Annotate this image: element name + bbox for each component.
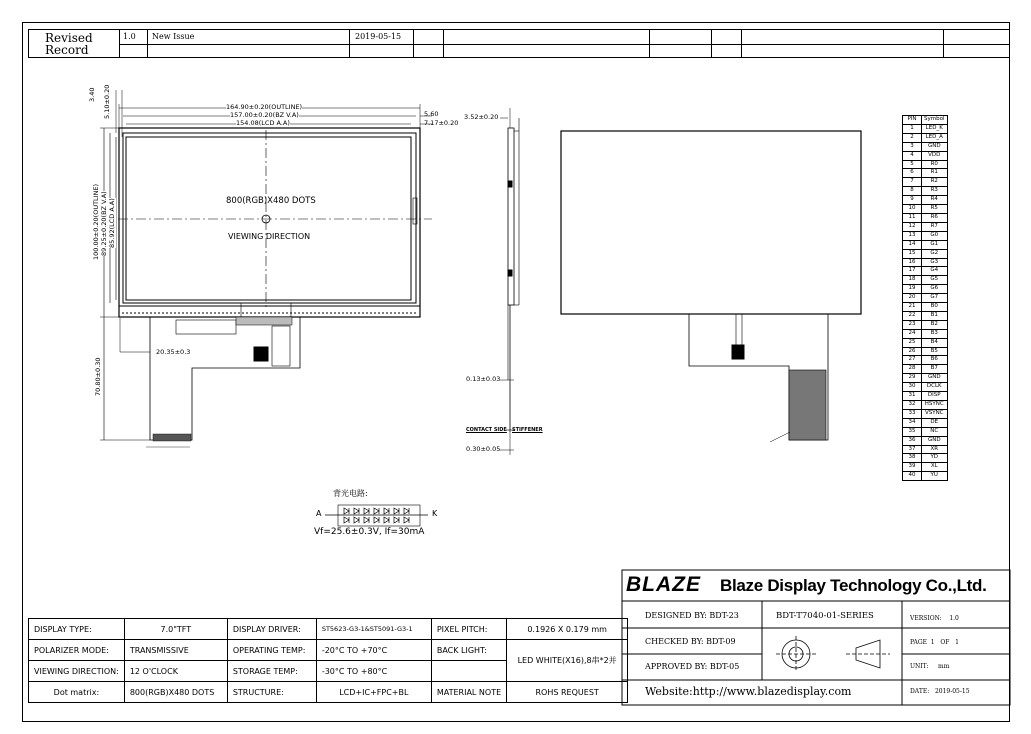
pin-number: 25 [903, 338, 922, 347]
pin-symbol: LED_A [922, 133, 948, 142]
display-driver-value: ST5623-G3-1&ST5091-G3-1 [316, 619, 431, 640]
pin-number: 7 [903, 178, 922, 187]
pin-symbol: G2 [922, 249, 948, 258]
pin-row [903, 401, 948, 410]
pin-symbol: G7 [922, 294, 948, 303]
dim-fpc-thickness: 0.13±0.03 [466, 375, 501, 383]
backlight-title: 背光电路: [333, 489, 368, 498]
pin-row [903, 445, 948, 454]
display-type-label: DISPLAY TYPE: [29, 619, 125, 640]
dim-outline-height: 100.00±0.20(OUTLINE) [92, 183, 100, 260]
backlight-circuit [325, 505, 428, 526]
revision-description: New Issue [152, 32, 195, 41]
pin-row [903, 320, 948, 329]
pin-row [903, 338, 948, 347]
pin-symbol: B0 [922, 303, 948, 312]
pin-row [903, 205, 948, 214]
part-number: BDT-T7040-01-SERIES [776, 611, 874, 621]
pin-header: PIN [903, 116, 922, 125]
pin-row [903, 178, 948, 187]
dim-bz-va-height: 89.25±0.20(BZ V.A) [100, 191, 108, 256]
material-note-label: MATERIAL NOTE [431, 682, 506, 703]
pin-symbol: DISP [922, 392, 948, 401]
storage-temp-value: -30°C TO +80°C [316, 661, 431, 682]
pin-symbol: R3 [922, 187, 948, 196]
contact-side-label: CONTACT SIDE [466, 427, 507, 433]
pin-number: 6 [903, 169, 922, 178]
pin-number: 17 [903, 267, 922, 276]
pin-number: 31 [903, 392, 922, 401]
website: Website:http://www.blazedisplay.com [645, 685, 852, 698]
dim-left-2: 5.10±0.20 [103, 84, 111, 119]
dim-outline-width: 164.90±0.20(OUTLINE) [226, 103, 303, 111]
pin-symbol: NC [922, 427, 948, 436]
pin-symbol: G5 [922, 276, 948, 285]
pin-row [903, 392, 948, 401]
dim-right-2: 7.17±0.20 [424, 119, 459, 127]
dot-matrix-value: 800(RGB)X480 DOTS [124, 682, 227, 703]
revision-label-line2: Record [45, 43, 89, 57]
pin-number: 8 [903, 187, 922, 196]
pin-row [903, 124, 948, 133]
pin-row [903, 427, 948, 436]
pin-symbol: R6 [922, 213, 948, 222]
version-field: VERSION: 1.0 [910, 615, 959, 622]
pin-row [903, 409, 948, 418]
pin-number: 36 [903, 436, 922, 445]
outline-rect [119, 128, 420, 317]
pin-symbol: DE [922, 418, 948, 427]
revision-label-line1: Revised [45, 31, 93, 45]
pin-row [903, 133, 948, 142]
pin-row [903, 285, 948, 294]
pin-number: 22 [903, 311, 922, 320]
dim-thickness: 3.52±0.20 [464, 113, 499, 121]
viewing-direction-spec-label: VIEWING DIRECTION: [29, 661, 125, 682]
back-light-value: LED WHITE(X16),8串*2并 [507, 640, 628, 682]
pin-number: 16 [903, 258, 922, 267]
pin-number: 30 [903, 383, 922, 392]
pin-symbol: B6 [922, 356, 948, 365]
pin-table-header [903, 116, 948, 125]
pin-number: 1 [903, 124, 922, 133]
rear-view [561, 131, 861, 442]
pin-number: 29 [903, 374, 922, 383]
pin-symbol: VSYNC [922, 409, 948, 418]
pin-row [903, 151, 948, 160]
pin-symbol: B7 [922, 365, 948, 374]
pin-row [903, 356, 948, 365]
pin-number: 24 [903, 329, 922, 338]
pin-symbol: R7 [922, 222, 948, 231]
dim-lcd-aa-width: 154.08(LCD A.A) [236, 119, 290, 127]
pin-symbol: DCLK [922, 383, 948, 392]
pin-number: 20 [903, 294, 922, 303]
pin-number: 2 [903, 133, 922, 142]
ic-chip [254, 347, 268, 361]
material-note-value: ROHS REQUEST [507, 682, 628, 703]
pin-number: 28 [903, 365, 922, 374]
storage-temp-label: STORAGE TEMP: [227, 661, 316, 682]
pin-row [903, 383, 948, 392]
pin-row [903, 463, 948, 472]
pin-number: 15 [903, 249, 922, 258]
front-view [100, 90, 432, 447]
pin-symbol: GND [922, 374, 948, 383]
pin-number: 23 [903, 320, 922, 329]
pin-row [903, 311, 948, 320]
pin-symbol: R4 [922, 196, 948, 205]
display-driver-label: DISPLAY DRIVER: [227, 619, 316, 640]
pin-number: 32 [903, 401, 922, 410]
pin-number: 33 [903, 409, 922, 418]
pin-table [902, 115, 948, 481]
pin-symbol: B5 [922, 347, 948, 356]
date-field: DATE: 2019-05-15 [910, 688, 970, 695]
dim-bz-va-width: 157.00±0.20(BZ V.A) [230, 111, 299, 119]
dot-matrix-label: Dot matrix: [29, 682, 125, 703]
pin-row [903, 347, 948, 356]
pin-row [903, 187, 948, 196]
pin-number: 14 [903, 240, 922, 249]
page-field: PAGE 1 OF 1 [910, 639, 959, 646]
pin-symbol: XL [922, 463, 948, 472]
pin-row [903, 142, 948, 151]
pin-symbol: G4 [922, 267, 948, 276]
backlight-spec: Vf=25.6±0.3V, If=30mA [314, 527, 425, 537]
structure-label: STRUCTURE: [227, 682, 316, 703]
pin-symbol: B4 [922, 338, 948, 347]
lcd-aa-rect [126, 137, 411, 300]
polarizer-label: POLARIZER MODE: [29, 640, 125, 661]
pin-symbol: B2 [922, 320, 948, 329]
pin-symbol: R5 [922, 205, 948, 214]
pin-symbol: HSYNC [922, 401, 948, 410]
pin-symbol: G3 [922, 258, 948, 267]
pin-row [903, 249, 948, 258]
dim-lcd-aa-height: 85.92(LCD A.A) [108, 198, 116, 248]
stiffener-hatch [789, 370, 826, 440]
dim-left-1: 3.40 [88, 87, 96, 102]
side-view [500, 108, 519, 455]
pin-number: 37 [903, 445, 922, 454]
pin-symbol: R0 [922, 160, 948, 169]
pin-number: 21 [903, 303, 922, 312]
polarizer-value: TRANSMISSIVE [124, 640, 227, 661]
pin-number: 11 [903, 213, 922, 222]
pin-number: 26 [903, 347, 922, 356]
pin-number: 39 [903, 463, 922, 472]
projection-symbol [776, 636, 890, 672]
pin-row [903, 169, 948, 178]
pin-number: 12 [903, 222, 922, 231]
pin-number: 5 [903, 160, 922, 169]
resolution-label: 800(RGB)X480 DOTS [226, 196, 316, 206]
pixel-pitch-value: 0.1926 X 0.179 mm [507, 619, 628, 640]
dim-stiffener-thickness: 0.30±0.05 [466, 445, 501, 453]
pin-number: 19 [903, 285, 922, 294]
revision-version: 1.0 [123, 32, 136, 41]
pin-row [903, 436, 948, 445]
pin-number: 27 [903, 356, 922, 365]
revision-date: 2019-05-15 [355, 32, 402, 41]
blaze-logo: BLAZE [626, 573, 701, 596]
approved-by: APPROVED BY: BDT-05 [645, 662, 740, 671]
company-name: Blaze Display Technology Co.,Ltd. [720, 576, 987, 595]
pin-row [903, 258, 948, 267]
pin-row [903, 418, 948, 427]
pin-row [903, 365, 948, 374]
pin-number: 35 [903, 427, 922, 436]
pin-number: 18 [903, 276, 922, 285]
stiffener-label: STIFFENER [512, 427, 543, 433]
dim-right-1: 5.60 [424, 110, 439, 118]
pin-number: 4 [903, 151, 922, 160]
pin-symbol: GND [922, 142, 948, 151]
backlight-cathode: K [432, 509, 438, 518]
pin-number: 34 [903, 418, 922, 427]
pin-row [903, 294, 948, 303]
pin-row [903, 213, 948, 222]
viewing-direction-label: VIEWING DIRECTION [228, 232, 311, 241]
pin-number: 40 [903, 472, 922, 481]
pin-symbol: R1 [922, 169, 948, 178]
pin-row [903, 240, 948, 249]
op-temp-value: -20°C TO +70°C [316, 640, 431, 661]
designed-by: DESIGNED BY: BDT-23 [645, 611, 739, 620]
pin-row [903, 267, 948, 276]
fpc-contacts [153, 434, 191, 441]
dim-fpc-length: 70.80±0.30 [94, 357, 102, 396]
pin-row [903, 303, 948, 312]
pin-symbol: GND [922, 436, 948, 445]
pin-row [903, 231, 948, 240]
op-temp-label: OPERATING TEMP: [227, 640, 316, 661]
pin-symbol: YU [922, 472, 948, 481]
fpc-outline [150, 317, 300, 440]
pin-number: 38 [903, 454, 922, 463]
symbol-header: Symbol [922, 116, 948, 125]
display-type-value: 7.0"TFT [124, 619, 227, 640]
pin-symbol: B1 [922, 311, 948, 320]
pin-row [903, 374, 948, 383]
pin-symbol: YD [922, 454, 948, 463]
back-light-label: BACK LIGHT: [431, 640, 506, 661]
pin-symbol: G6 [922, 285, 948, 294]
pin-symbol: G0 [922, 231, 948, 240]
pin-row [903, 160, 948, 169]
pin-row [903, 196, 948, 205]
pin-symbol: G1 [922, 240, 948, 249]
checked-by: CHECKED BY: BDT-09 [645, 637, 736, 646]
dim-fpc-x: 20.35±0.3 [156, 348, 191, 356]
viewing-direction-spec-value: 12 O'CLOCK [124, 661, 227, 682]
pin-symbol: LED_K [922, 124, 948, 133]
pin-symbol: VDD [922, 151, 948, 160]
pin-row [903, 454, 948, 463]
pin-number: 9 [903, 196, 922, 205]
pin-number: 3 [903, 142, 922, 151]
pin-row [903, 329, 948, 338]
pin-number: 10 [903, 205, 922, 214]
pin-row [903, 472, 948, 481]
pin-row [903, 222, 948, 231]
backlight-anode: A [316, 509, 322, 518]
spec-table [28, 618, 628, 703]
unit-field: UNIT: mm [910, 663, 950, 670]
pin-symbol: XR [922, 445, 948, 454]
pin-row [903, 276, 948, 285]
pin-symbol: R2 [922, 178, 948, 187]
pin-number: 13 [903, 231, 922, 240]
pin-symbol: B3 [922, 329, 948, 338]
pixel-pitch-label: PIXEL PITCH: [431, 619, 506, 640]
structure-value: LCD+IC+FPC+BL [316, 682, 431, 703]
